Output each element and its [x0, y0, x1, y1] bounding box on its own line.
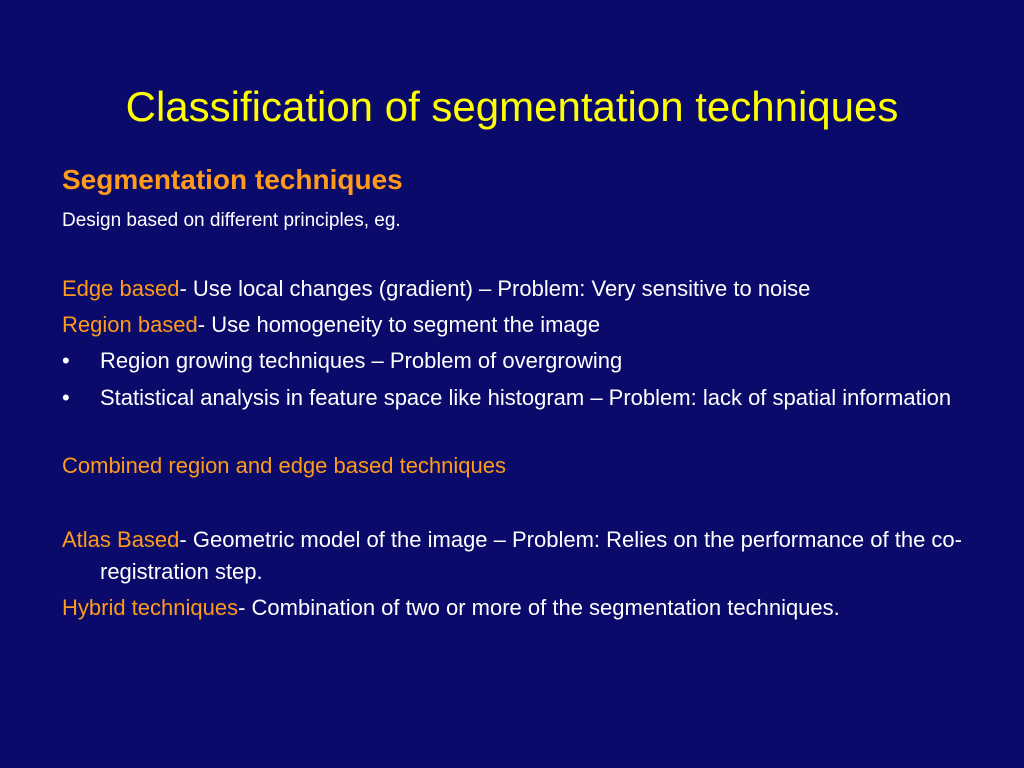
item-atlas-text: - Geometric model of the image – Problem: Relies on the performance of the co-registration step. — [100, 527, 962, 584]
item-atlas-based — [62, 524, 990, 588]
item-edge-based — [62, 273, 952, 305]
item-hybrid — [62, 592, 990, 624]
bullet-statistical-analysis — [62, 382, 952, 414]
bullet-marker: • — [62, 348, 70, 373]
item-hybrid-text: - Combination of two or more of the segmentation techniques. — [238, 595, 840, 620]
item-hybrid-label: Hybrid techniques — [62, 595, 239, 620]
item-combined: Combined region and edge based techniques — [62, 453, 506, 478]
bullet-text: Region growing techniques – Problem of overgrowing — [100, 348, 623, 373]
bullet-text: Statistical analysis in feature space like histogram – Problem: lack of spatial information — [100, 385, 952, 410]
bullet-region-growing — [62, 345, 952, 377]
section-heading: Segmentation techniques — [62, 164, 403, 195]
slide-title: Classification of segmentation techniques — [125, 83, 899, 130]
section-subtext: Design based on different principles, eg. — [62, 210, 401, 231]
item-atlas-label: Atlas Based — [62, 527, 180, 552]
item-region-text: - Use homogeneity to segment the image — [197, 312, 601, 337]
item-region-based — [62, 309, 952, 341]
item-edge-text: - Use local changes (gradient) – Problem: Very sensitive to noise — [179, 276, 811, 301]
item-edge-label: Edge based — [62, 276, 180, 301]
item-region-label: Region based — [62, 312, 198, 337]
bullet-marker: • — [62, 385, 70, 410]
